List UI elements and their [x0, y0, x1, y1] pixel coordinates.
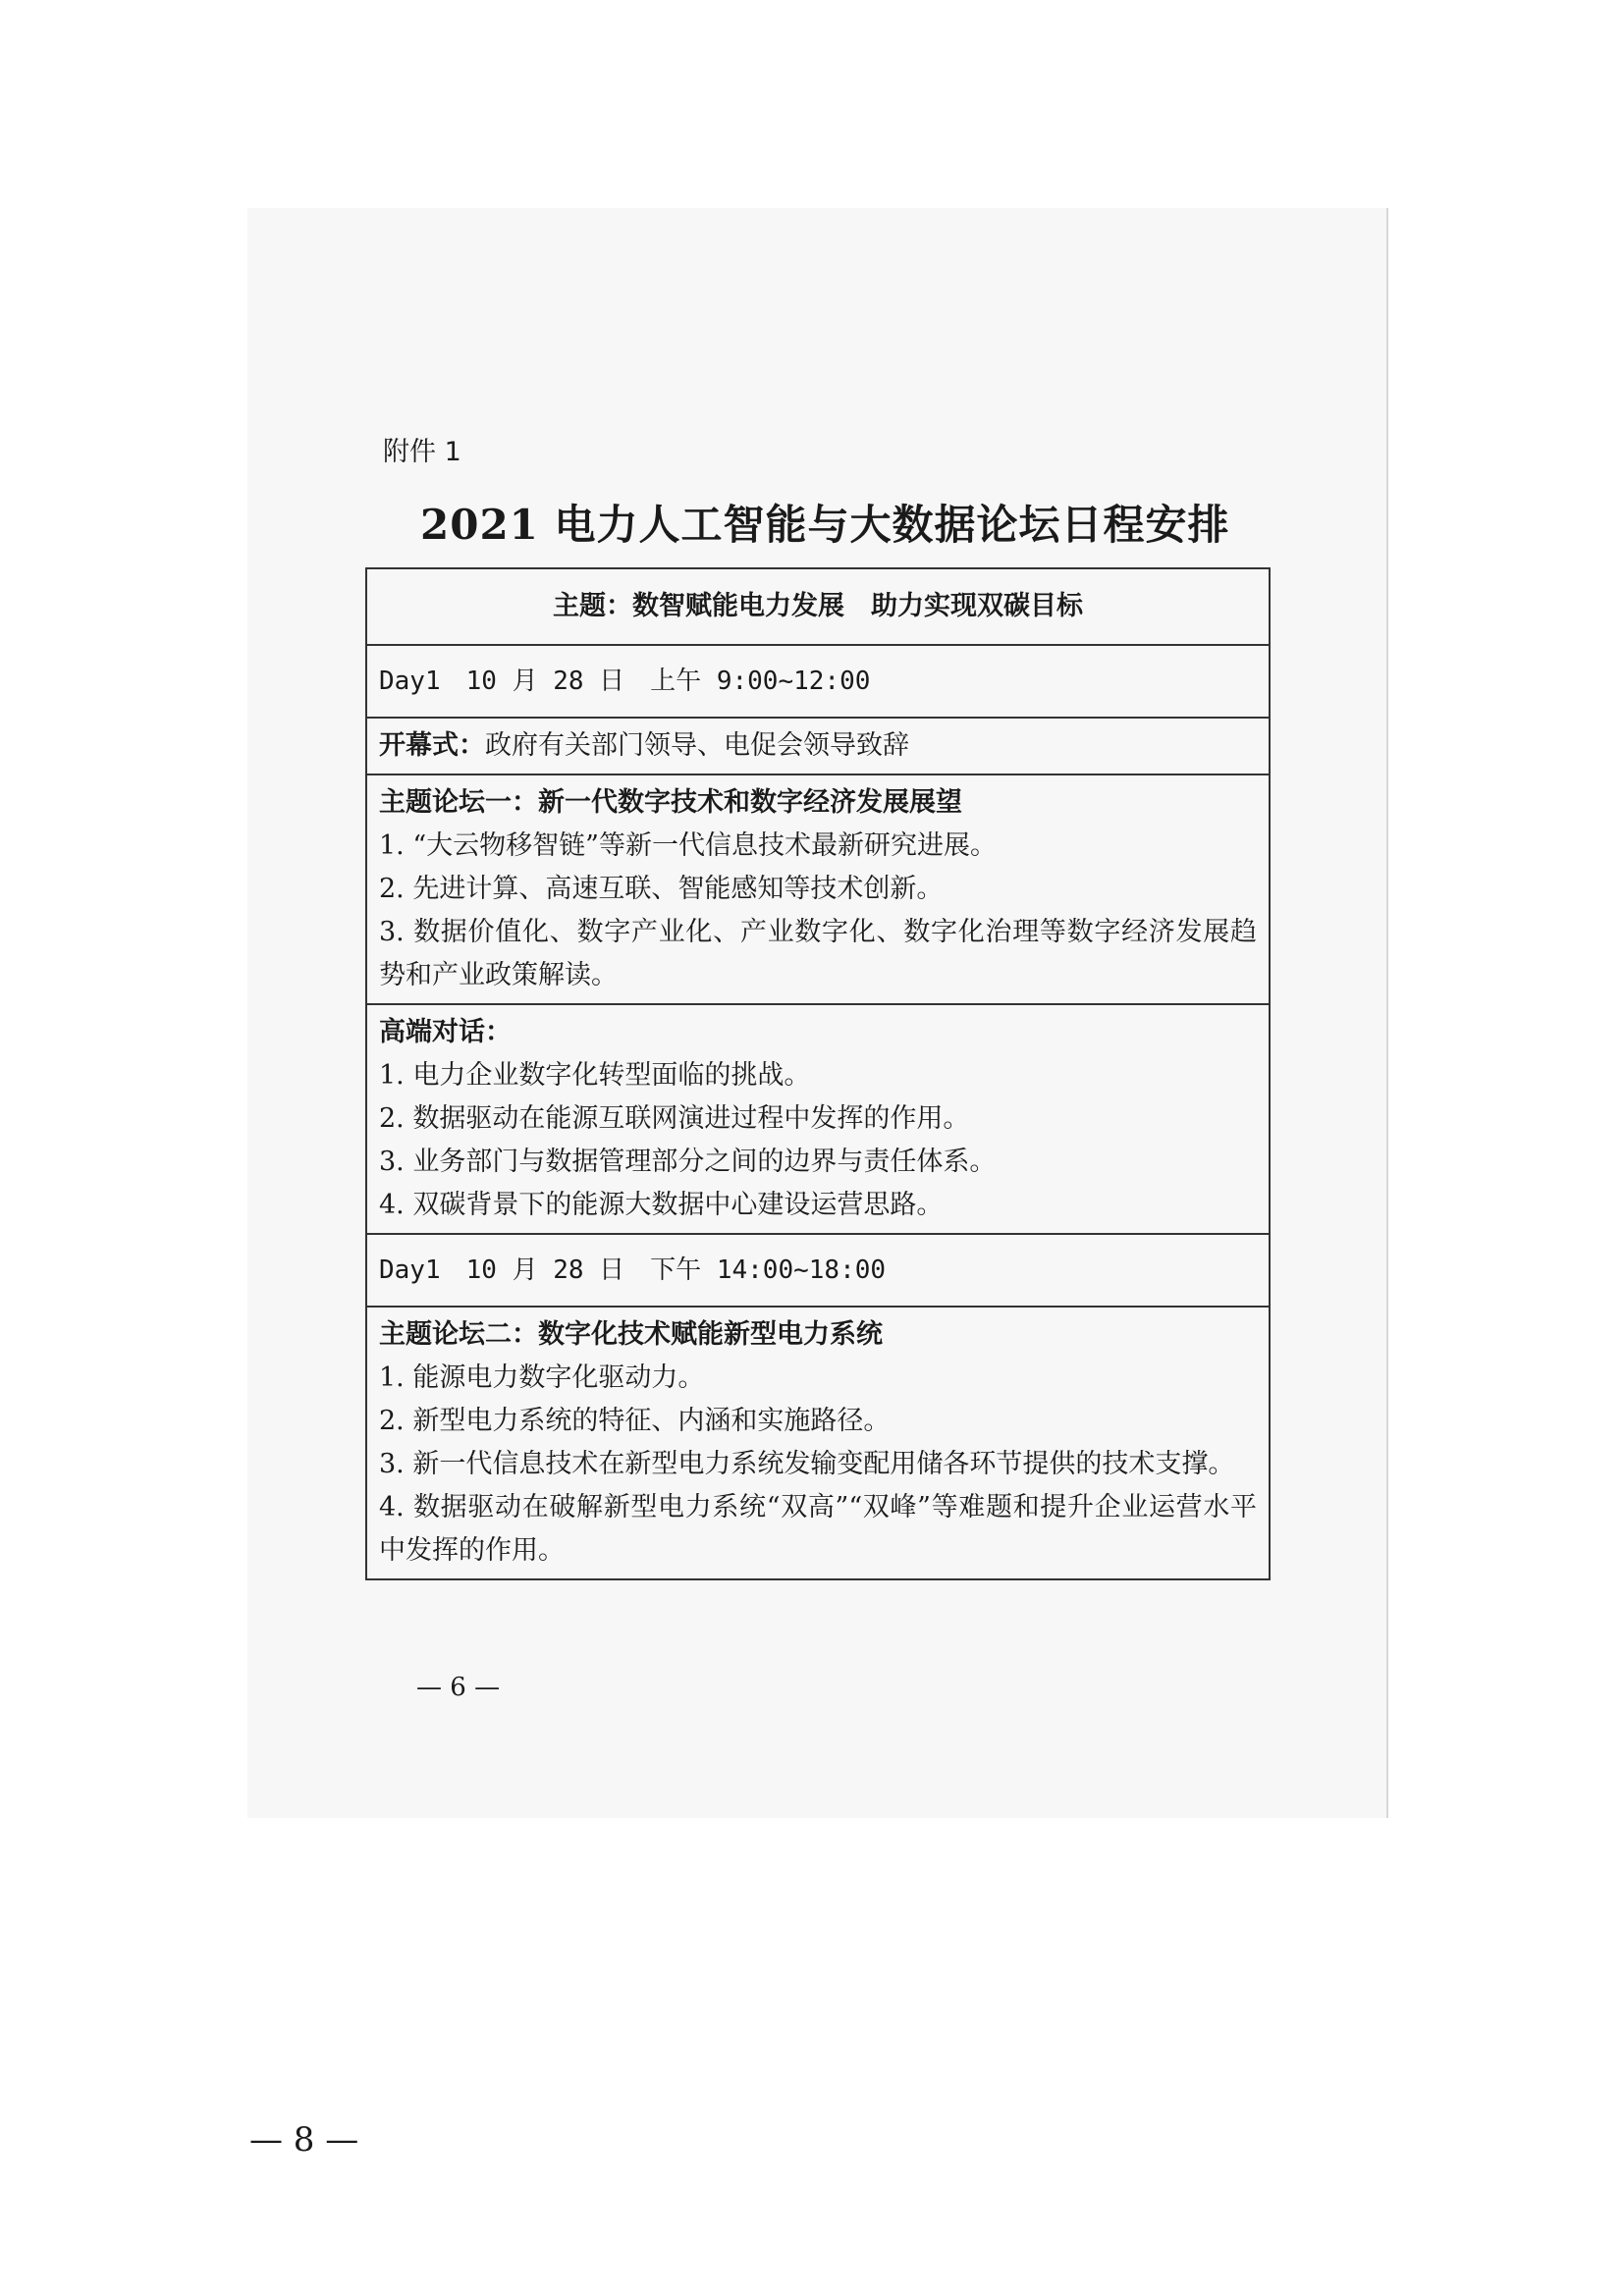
dialogue-row [366, 1004, 1270, 1234]
dialogue-heading: 高端对话： [379, 1017, 512, 1047]
forum1-item: 1. “大云物移智链”等新一代信息技术最新研究进展。 [379, 830, 997, 861]
outer-page-number: — 8 — [249, 2120, 359, 2160]
forum2-heading: 主题论坛二：数字化技术赋能新型电力系统 [379, 1319, 883, 1350]
opening-label: 开幕式： [379, 730, 485, 761]
session-row-pm [366, 1234, 1270, 1307]
dialogue-item: 2. 数据驱动在能源互联网演进过程中发挥的作用。 [379, 1103, 970, 1134]
dialogue-item: 1. 电力企业数字化转型面临的挑战。 [379, 1060, 811, 1091]
forum2-cell [366, 1307, 1270, 1579]
theme-cell: 主题：数智赋能电力发展 助力实现双碳目标 [366, 568, 1270, 645]
opening-cell [366, 718, 1270, 774]
opening-text: 政府有关部门领导、电促会领导致辞 [485, 730, 909, 761]
forum1-heading: 主题论坛一：新一代数字技术和数字经济发展展望 [379, 787, 962, 818]
day1-morning-time: Day1 10 月 28 日 上午 9:00~12:00 [366, 645, 1270, 718]
forum2-item: 4. 数据驱动在破解新型电力系统“双高”“双峰”等难题和提升企业运营水平中发挥的作用。 [379, 1492, 1257, 1566]
forum1-item: 3. 数据价值化、数字产业化、产业数字化、数字化治理等数字经济发展趋势和产业政策解读。 [379, 917, 1257, 990]
forum1-cell [366, 774, 1270, 1004]
dialogue-item: 3. 业务部门与数据管理部分之间的边界与责任体系。 [379, 1147, 997, 1177]
inner-page-number: — 6 — [416, 1673, 501, 1702]
session-row-am [366, 645, 1270, 718]
dialogue-item: 4. 双碳背景下的能源大数据中心建设运营思路。 [379, 1190, 944, 1220]
theme-row [366, 568, 1270, 645]
forum1-row [366, 774, 1270, 1004]
document-title: 2021 电力人工智能与大数据论坛日程安排 [420, 501, 1230, 549]
forum2-item: 3. 新一代信息技术在新型电力系统发输变配用储各环节提供的技术支撑。 [379, 1449, 1235, 1479]
forum2-item: 1. 能源电力数字化驱动力。 [379, 1362, 705, 1393]
forum1-item: 2. 先进计算、高速互联、智能感知等技术创新。 [379, 874, 944, 904]
dialogue-cell [366, 1004, 1270, 1234]
opening-row [366, 718, 1270, 774]
day1-afternoon-time: Day1 10 月 28 日 下午 14:00~18:00 [366, 1234, 1270, 1307]
forum2-item: 2. 新型电力系统的特征、内涵和实施路径。 [379, 1406, 891, 1436]
forum2-row [366, 1307, 1270, 1579]
attachment-label: 附件 1 [383, 437, 461, 467]
schedule-table [365, 567, 1271, 1580]
